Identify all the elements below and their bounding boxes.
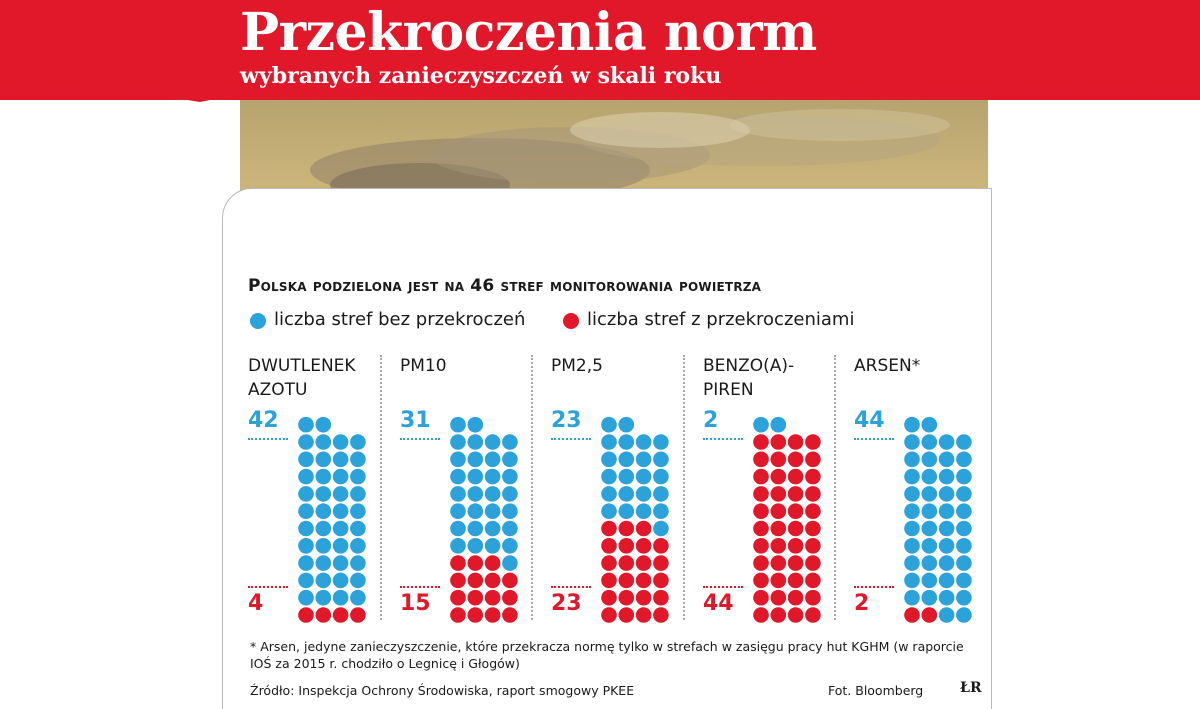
value-blue-no2: 42: [248, 408, 279, 433]
dot-red-zone: [502, 590, 518, 606]
dot-blue-zone: [502, 538, 518, 554]
dot-red-zone: [805, 469, 821, 485]
dot-blue-zone: [619, 417, 635, 433]
dot-red-zone: [450, 555, 466, 571]
dot-blue-zone: [956, 573, 972, 589]
dot-red-zone: [788, 434, 804, 450]
dot-red-zone: [298, 607, 314, 623]
dot-red-zone: [788, 469, 804, 485]
dot-blue-zone: [636, 503, 652, 519]
dot-red-zone: [502, 607, 518, 623]
value-blue-pm10: 31: [400, 408, 431, 433]
dot-blue-zone: [316, 434, 332, 450]
dot-red-zone: [468, 555, 484, 571]
dot-red-zone: [788, 573, 804, 589]
dot-red-zone: [753, 538, 769, 554]
value-red-arsen: 2: [854, 591, 870, 616]
column-label-arsen: ARSEN*: [854, 356, 921, 376]
dot-red-zone: [771, 555, 787, 571]
dot-red-zone: [468, 590, 484, 606]
dot-blue-zone: [350, 434, 366, 450]
dot-blue-zone: [502, 555, 518, 571]
column-label-pm25: PM2,5: [551, 356, 603, 376]
dot-blue-zone: [350, 555, 366, 571]
dot-red-zone: [450, 607, 466, 623]
dot-red-zone: [450, 590, 466, 606]
dot-blue-zone: [468, 417, 484, 433]
page-title: Przekroczenia norm: [240, 2, 817, 63]
dot-red-zone: [805, 590, 821, 606]
dot-blue-zone: [771, 417, 787, 433]
dot-blue-zone: [619, 503, 635, 519]
dot-blue-zone: [922, 521, 938, 537]
dot-red-zone: [653, 555, 669, 571]
value-blue-pm25: 23: [551, 408, 582, 433]
dot-blue-zone: [956, 486, 972, 502]
dot-red-zone: [922, 607, 938, 623]
dot-red-zone: [601, 573, 617, 589]
dot-blue-zone: [485, 521, 501, 537]
dot-blue-zone: [298, 590, 314, 606]
dot-red-zone: [468, 573, 484, 589]
dot-red-zone: [653, 573, 669, 589]
dot-red-zone: [601, 555, 617, 571]
dot-blue-zone: [904, 503, 920, 519]
dot-blue-zone: [298, 469, 314, 485]
dot-blue-zone: [485, 452, 501, 468]
dot-blue-zone: [485, 469, 501, 485]
dot-blue-zone: [333, 452, 349, 468]
dot-blue-zone: [333, 521, 349, 537]
dot-red-zone: [771, 521, 787, 537]
dot-blue-zone: [333, 555, 349, 571]
dot-blue-zone: [956, 538, 972, 554]
dot-red-zone: [805, 573, 821, 589]
dot-red-zone: [619, 573, 635, 589]
dot-red-zone: [636, 573, 652, 589]
dot-blue-zone: [316, 538, 332, 554]
dot-blue-zone: [298, 538, 314, 554]
dot-blue-zone: [956, 607, 972, 623]
dot-blue-zone: [485, 503, 501, 519]
dot-blue-zone: [601, 434, 617, 450]
dot-blue-zone: [939, 573, 955, 589]
dot-blue-zone: [468, 434, 484, 450]
dot-blue-zone: [956, 503, 972, 519]
dot-red-zone: [771, 452, 787, 468]
dot-red-zone: [805, 452, 821, 468]
dot-blue-zone: [316, 555, 332, 571]
dot-red-zone: [771, 469, 787, 485]
dot-blue-zone: [956, 590, 972, 606]
dot-blue-zone: [450, 417, 466, 433]
dot-blue-zone: [956, 555, 972, 571]
value-blue-arsen: 44: [854, 408, 885, 433]
dot-red-zone: [805, 607, 821, 623]
dot-blue-zone: [333, 590, 349, 606]
dot-red-zone: [788, 521, 804, 537]
dot-blue-zone: [619, 452, 635, 468]
dot-red-zone: [771, 590, 787, 606]
dot-blue-zone: [653, 452, 669, 468]
dot-blue-zone: [939, 607, 955, 623]
dot-blue-zone: [316, 452, 332, 468]
dot-blue-zone: [922, 555, 938, 571]
dot-red-zone: [485, 607, 501, 623]
dot-blue-zone: [450, 486, 466, 502]
legend-red-label: liczba stref z przekroczeniami: [587, 309, 855, 330]
dot-red-zone: [805, 521, 821, 537]
dot-blue-zone: [939, 555, 955, 571]
dot-blue-zone: [468, 452, 484, 468]
dot-blue-zone: [956, 521, 972, 537]
dot-red-zone: [450, 573, 466, 589]
dot-blue-zone: [636, 434, 652, 450]
legend-blue-label: liczba stref bez przekroczeń: [274, 309, 526, 330]
dot-blue-zone: [316, 590, 332, 606]
dot-red-zone: [771, 503, 787, 519]
dot-blue-zone: [904, 538, 920, 554]
dot-blue-zone: [316, 521, 332, 537]
dot-red-zone: [788, 590, 804, 606]
dot-blue-zone: [316, 469, 332, 485]
dot-blue-zone: [904, 452, 920, 468]
dot-blue-zone: [904, 434, 920, 450]
footnote: * Arsen, jedyne zanieczyszczenie, które przekracza normę tylko w strefach w zasięgu pracy hut KGHM (w raporcie IOŚ za 2015 r. chodziło o Legnicę i Głogów): [250, 639, 964, 671]
page-subtitle: wybranych zanieczyszczeń w skali roku: [240, 63, 722, 89]
dot-blue-zone: [350, 503, 366, 519]
dot-blue-zone: [450, 521, 466, 537]
dot-blue-zone: [753, 417, 769, 433]
dot-red-zone: [636, 555, 652, 571]
dot-blue-zone: [502, 452, 518, 468]
dot-blue-zone: [468, 469, 484, 485]
value-blue-benzopiren: 2: [703, 408, 719, 433]
dot-blue-zone: [316, 417, 332, 433]
dot-red-zone: [771, 573, 787, 589]
dot-blue-zone: [333, 573, 349, 589]
dot-red-zone: [468, 607, 484, 623]
dot-blue-zone: [922, 469, 938, 485]
dot-blue-zone: [653, 469, 669, 485]
dot-red-zone: [771, 607, 787, 623]
dot-blue-zone: [502, 503, 518, 519]
dot-red-zone: [805, 555, 821, 571]
dot-red-zone: [753, 555, 769, 571]
dot-blue-zone: [653, 521, 669, 537]
dot-blue-zone: [450, 503, 466, 519]
dot-blue-zone: [502, 521, 518, 537]
dot-red-zone: [753, 452, 769, 468]
dot-blue-zone: [939, 486, 955, 502]
value-red-pm25: 23: [551, 591, 582, 616]
dot-red-zone: [619, 607, 635, 623]
value-red-no2: 4: [248, 591, 264, 616]
dot-red-zone: [788, 452, 804, 468]
dot-blue-zone: [298, 521, 314, 537]
column-label-benzopiren: BENZO(A)- PIREN: [703, 356, 795, 400]
dot-blue-zone: [601, 486, 617, 502]
dot-blue-zone: [653, 434, 669, 450]
dot-red-zone: [636, 538, 652, 554]
dot-blue-zone: [333, 538, 349, 554]
dot-blue-zone: [619, 434, 635, 450]
dot-blue-zone: [468, 538, 484, 554]
dot-red-zone: [619, 521, 635, 537]
publisher-logo: ŁR: [960, 680, 982, 696]
dot-blue-zone: [468, 503, 484, 519]
dot-blue-zone: [653, 503, 669, 519]
dot-red-zone: [753, 573, 769, 589]
dot-blue-zone: [939, 452, 955, 468]
dot-blue-zone: [350, 590, 366, 606]
dot-red-zone: [601, 607, 617, 623]
dot-blue-zone: [904, 469, 920, 485]
dot-blue-zone: [601, 469, 617, 485]
dot-red-zone: [636, 607, 652, 623]
dot-blue-zone: [450, 469, 466, 485]
dot-red-zone: [350, 607, 366, 623]
dot-blue-zone: [298, 417, 314, 433]
dot-blue-zone: [636, 486, 652, 502]
dot-blue-zone: [298, 573, 314, 589]
dot-blue-zone: [653, 486, 669, 502]
dot-blue-zone: [922, 503, 938, 519]
dot-blue-zone: [485, 538, 501, 554]
dot-red-zone: [636, 521, 652, 537]
dot-red-zone: [485, 573, 501, 589]
dot-blue-zone: [316, 503, 332, 519]
dot-blue-zone: [939, 521, 955, 537]
dot-blue-zone: [904, 417, 920, 433]
dot-blue-zone: [468, 486, 484, 502]
dot-blue-zone: [601, 452, 617, 468]
dot-red-zone: [904, 607, 920, 623]
dot-blue-zone: [350, 486, 366, 502]
dot-red-zone: [636, 590, 652, 606]
dot-red-zone: [653, 590, 669, 606]
dot-red-zone: [753, 486, 769, 502]
dot-blue-zone: [922, 452, 938, 468]
dot-red-zone: [753, 590, 769, 606]
dot-blue-zone: [922, 486, 938, 502]
dot-blue-zone: [350, 469, 366, 485]
dot-blue-zone: [939, 538, 955, 554]
dot-blue-zone: [450, 434, 466, 450]
dot-blue-zone: [922, 434, 938, 450]
dot-blue-zone: [904, 590, 920, 606]
dot-blue-zone: [450, 452, 466, 468]
dot-red-zone: [333, 607, 349, 623]
dot-blue-zone: [619, 469, 635, 485]
dot-blue-zone: [922, 573, 938, 589]
dot-blue-zone: [601, 417, 617, 433]
dot-red-zone: [805, 434, 821, 450]
dot-blue-zone: [350, 573, 366, 589]
dot-blue-zone: [298, 503, 314, 519]
dot-red-zone: [753, 607, 769, 623]
dot-blue-zone: [333, 503, 349, 519]
dot-red-zone: [805, 538, 821, 554]
dot-blue-zone: [333, 486, 349, 502]
dot-blue-zone: [468, 521, 484, 537]
dot-blue-zone: [956, 469, 972, 485]
column-label-pm10: PM10: [400, 356, 447, 376]
dot-red-zone: [601, 590, 617, 606]
dot-red-zone: [619, 555, 635, 571]
dot-red-zone: [753, 503, 769, 519]
dot-blue-zone: [939, 503, 955, 519]
dot-blue-zone: [298, 555, 314, 571]
dot-blue-zone: [904, 486, 920, 502]
dot-red-zone: [753, 521, 769, 537]
dot-red-zone: [485, 590, 501, 606]
dot-blue-zone: [333, 434, 349, 450]
dot-red-zone: [601, 521, 617, 537]
dot-red-zone: [601, 538, 617, 554]
dot-red-zone: [502, 573, 518, 589]
dot-blue-zone: [502, 469, 518, 485]
dot-red-zone: [805, 486, 821, 502]
chart-title: Polska podzielona jest na 46 stref monitorowania powietrza: [248, 276, 762, 296]
dot-red-zone: [619, 538, 635, 554]
dot-blue-zone: [939, 434, 955, 450]
column-label-no2: DWUTLENEK AZOTU: [248, 356, 356, 400]
dot-blue-zone: [601, 503, 617, 519]
dot-red-zone: [653, 538, 669, 554]
dot-red-zone: [771, 538, 787, 554]
dot-red-zone: [653, 607, 669, 623]
dot-blue-zone: [956, 434, 972, 450]
dot-red-zone: [485, 555, 501, 571]
dot-blue-zone: [333, 469, 349, 485]
dot-red-zone: [771, 486, 787, 502]
dot-blue-zone: [619, 486, 635, 502]
dot-blue-zone: [636, 452, 652, 468]
dot-red-zone: [788, 555, 804, 571]
dot-red-zone: [619, 590, 635, 606]
source-note: Źródło: Inspekcja Ochrony Środowiska, raport smogowy PKEE: [250, 683, 635, 698]
value-red-benzopiren: 44: [703, 591, 734, 616]
dot-red-zone: [753, 469, 769, 485]
dot-blue-zone: [502, 434, 518, 450]
dot-blue-zone: [939, 469, 955, 485]
dot-red-zone: [788, 486, 804, 502]
dot-blue-zone: [922, 417, 938, 433]
dot-red-zone: [788, 607, 804, 623]
dot-red-zone: [753, 434, 769, 450]
dot-blue-zone: [298, 452, 314, 468]
dot-red-zone: [788, 538, 804, 554]
dot-blue-zone: [956, 452, 972, 468]
value-red-pm10: 15: [400, 591, 431, 616]
dot-red-zone: [771, 434, 787, 450]
dot-blue-zone: [485, 486, 501, 502]
dot-blue-zone: [298, 434, 314, 450]
dot-red-zone: [788, 503, 804, 519]
dot-blue-zone: [350, 452, 366, 468]
dot-blue-zone: [922, 538, 938, 554]
dot-blue-zone: [904, 573, 920, 589]
photo-credit: Fot. Bloomberg: [828, 683, 924, 698]
dot-blue-zone: [485, 434, 501, 450]
dot-blue-zone: [350, 521, 366, 537]
dot-blue-zone: [904, 555, 920, 571]
dot-red-zone: [805, 503, 821, 519]
dot-blue-zone: [350, 538, 366, 554]
dot-red-zone: [316, 607, 332, 623]
dot-blue-zone: [904, 521, 920, 537]
dot-blue-zone: [922, 590, 938, 606]
dot-blue-zone: [298, 486, 314, 502]
dot-blue-zone: [939, 590, 955, 606]
dot-blue-zone: [450, 538, 466, 554]
dot-blue-zone: [502, 486, 518, 502]
dot-blue-zone: [636, 469, 652, 485]
dot-blue-zone: [316, 486, 332, 502]
dot-blue-zone: [316, 573, 332, 589]
